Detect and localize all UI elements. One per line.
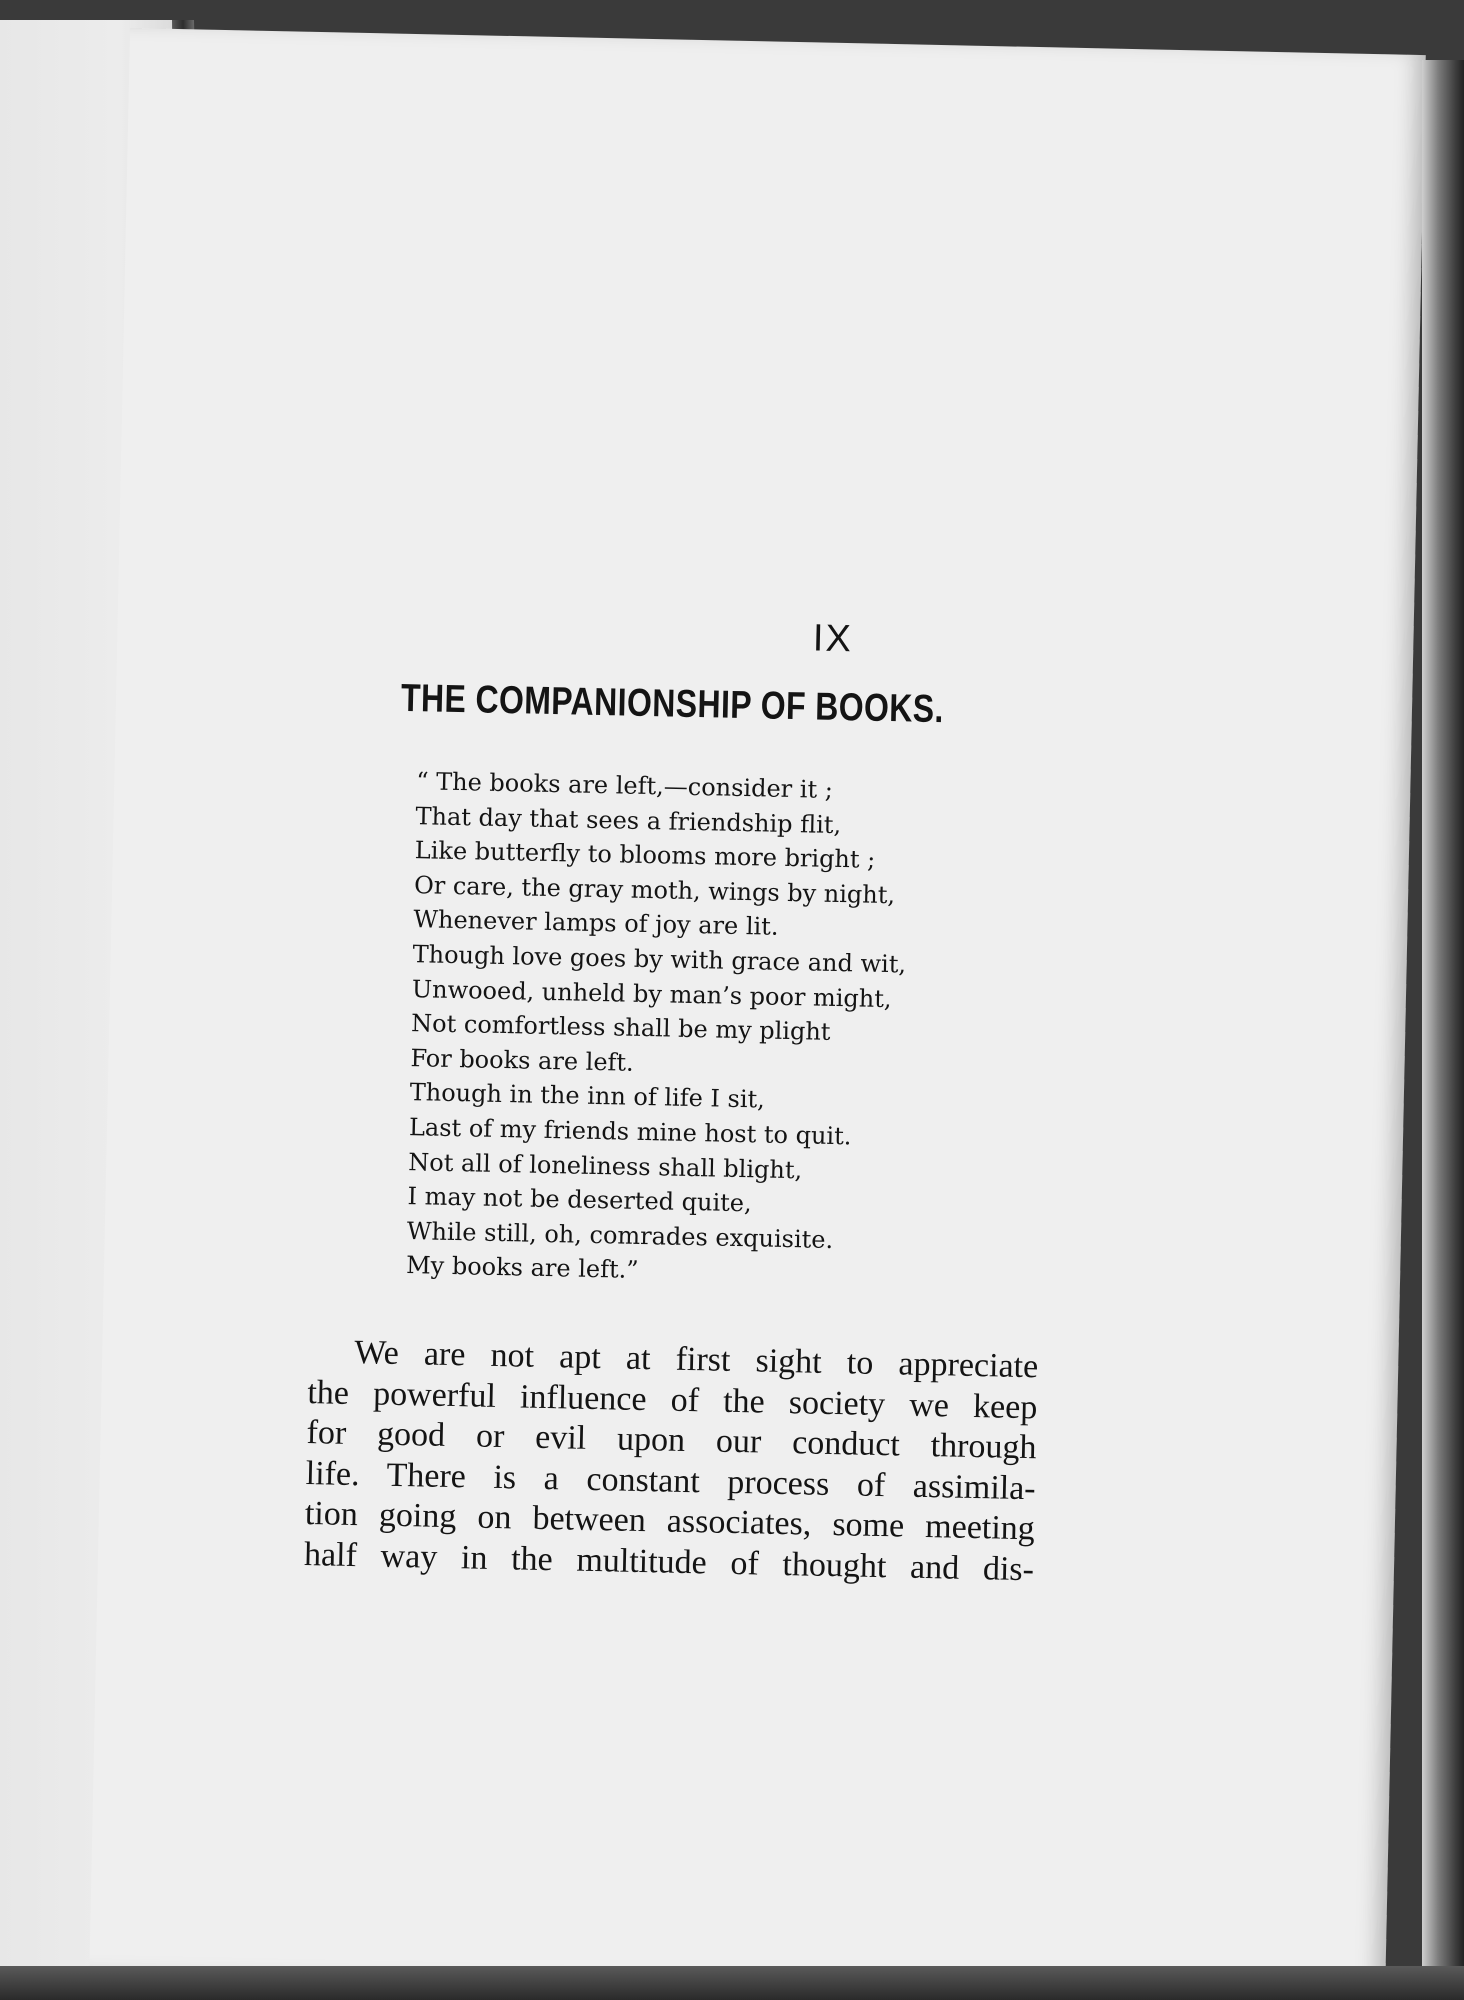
poem-line: Or care, the gray moth, wings by night, <box>413 870 896 909</box>
poem-line: Not comfortless shall be my plight <box>410 1009 831 1047</box>
prose-line: life. There is a constant process of assimila- <box>305 1454 1037 1507</box>
poem-line: That day that sees a friendship flit, <box>415 801 842 839</box>
book-page <box>89 28 1425 1995</box>
poem-line: Like butterfly to blooms more bright ; <box>414 836 876 874</box>
poem-line: Not all of loneliness shall blight, <box>408 1147 803 1184</box>
right-page-edge <box>1422 60 1464 2000</box>
scan-bottom-border <box>0 1966 1464 2000</box>
poem-line: My books are left.” <box>405 1251 639 1285</box>
prose-line: half way in the multitude of thought and dis- <box>303 1535 1035 1588</box>
poem-line: For books are left. <box>410 1043 635 1077</box>
poem-line: Unwooed, unheld by man’s poor might, <box>411 974 892 1013</box>
poem-line: Though in the inn of life I sit, <box>409 1078 766 1114</box>
prose-line: tion going on between associates, some meeting <box>304 1494 1036 1548</box>
body-paragraph <box>304 1332 1039 1590</box>
poem-line: Whenever lamps of joy are lit. <box>413 905 779 942</box>
prose-line: We are not apt at first sight to appreciate <box>353 1333 1039 1386</box>
chapter-number: IX <box>812 617 854 661</box>
page-text <box>89 28 1425 1995</box>
poem-line: Last of my friends mine host to quit. <box>408 1113 852 1151</box>
prose-line: for good or evil upon our conduct through <box>306 1414 1037 1467</box>
poem-line: Though love goes by with grace and wit, <box>412 940 907 979</box>
prose-line: the powerful influence of the society we keep <box>307 1373 1038 1426</box>
poem-line: “ The books are left,—consider it ; <box>415 767 834 804</box>
epigraph-poem <box>406 764 910 1293</box>
poem-line: While still, oh, comrades exquisite. <box>406 1216 834 1254</box>
poem-line: I may not be deserted quite, <box>407 1182 752 1218</box>
chapter-title: THE COMPANIONSHIP OF BOOKS. <box>400 676 945 732</box>
